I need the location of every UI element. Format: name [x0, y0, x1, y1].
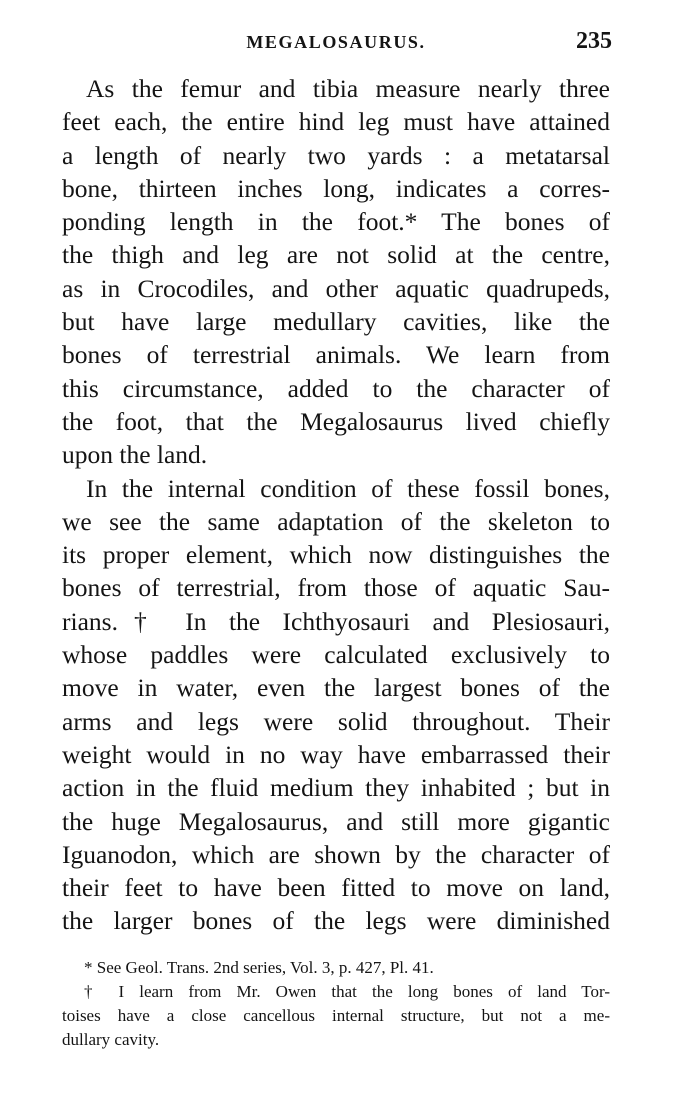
text-line: the larger bones of the legs were diminished — [62, 906, 610, 936]
footnote-line: toises have a close cancellous internal structure, but not a me- — [62, 1006, 610, 1025]
body-text — [62, 72, 610, 938]
text-line: the foot, that the Megalosaurus lived chiefly — [62, 406, 610, 436]
text-line: this circumstance, added to the character of — [62, 373, 610, 403]
page-header — [60, 28, 612, 58]
text-line: bone, thirteen inches long, indicates a corres- — [62, 173, 610, 203]
text-line: weight would in no way have embarrassed their — [62, 739, 610, 769]
text-line: In the internal condition of these fossil bones, — [86, 473, 610, 503]
text-line: arms and legs were solid throughout. Their — [62, 706, 610, 736]
text-line: action in the fluid medium they inhabited ; but in — [62, 773, 610, 803]
text-line: the thigh and leg are not solid at the centre, — [62, 240, 610, 270]
text-line: move in water, even the largest bones of the — [62, 673, 610, 703]
footnote — [62, 980, 610, 1052]
footnote-line: dullary cavity. — [62, 1030, 160, 1049]
text-line: Iguanodon, which are shown by the character of — [62, 839, 610, 869]
text-line: rians.† In the Ichthyosauri and Plesiosauri, — [62, 606, 610, 636]
text-line: As the femur and tibia measure nearly three — [86, 74, 610, 103]
text-line: ponding length in the foot.* The bones of — [62, 207, 610, 237]
text-line: we see the same adaptation of the skeleton to — [62, 506, 610, 536]
text-line: bones of terrestrial, from those of aquatic Sau- — [62, 573, 610, 603]
footnotes — [62, 956, 610, 1052]
text-line: feet each, the entire hind leg must have attained — [62, 107, 610, 137]
text-line: whose paddles were calculated exclusively to — [62, 640, 610, 670]
text-line: as in Crocodiles, and other aquatic quadrupeds, — [62, 273, 610, 303]
running-head: MEGALOSAURUS. — [246, 32, 426, 52]
text-line: but have large medullary cavities, like the — [62, 307, 610, 337]
paragraph — [62, 472, 610, 938]
text-line: upon the land. — [62, 440, 208, 470]
page-number: 235 — [576, 28, 612, 54]
text-line: their feet to have been fitted to move on land, — [62, 873, 610, 903]
text-line: bones of terrestrial animals. We learn from — [62, 340, 610, 370]
footnote-line: * See Geol. Trans. 2nd series, Vol. 3, p. 427, Pl. 41. — [84, 958, 434, 977]
text-line: a length of nearly two yards : a metatarsal — [62, 140, 610, 170]
text-line: the huge Megalosaurus, and still more gigantic — [62, 806, 610, 836]
footnote — [62, 956, 610, 980]
footnote-line: † I learn from Mr. Owen that the long bones of land Tor- — [84, 982, 610, 1001]
paragraph — [62, 72, 610, 472]
text-line: its proper element, which now distinguishes the — [62, 540, 610, 570]
